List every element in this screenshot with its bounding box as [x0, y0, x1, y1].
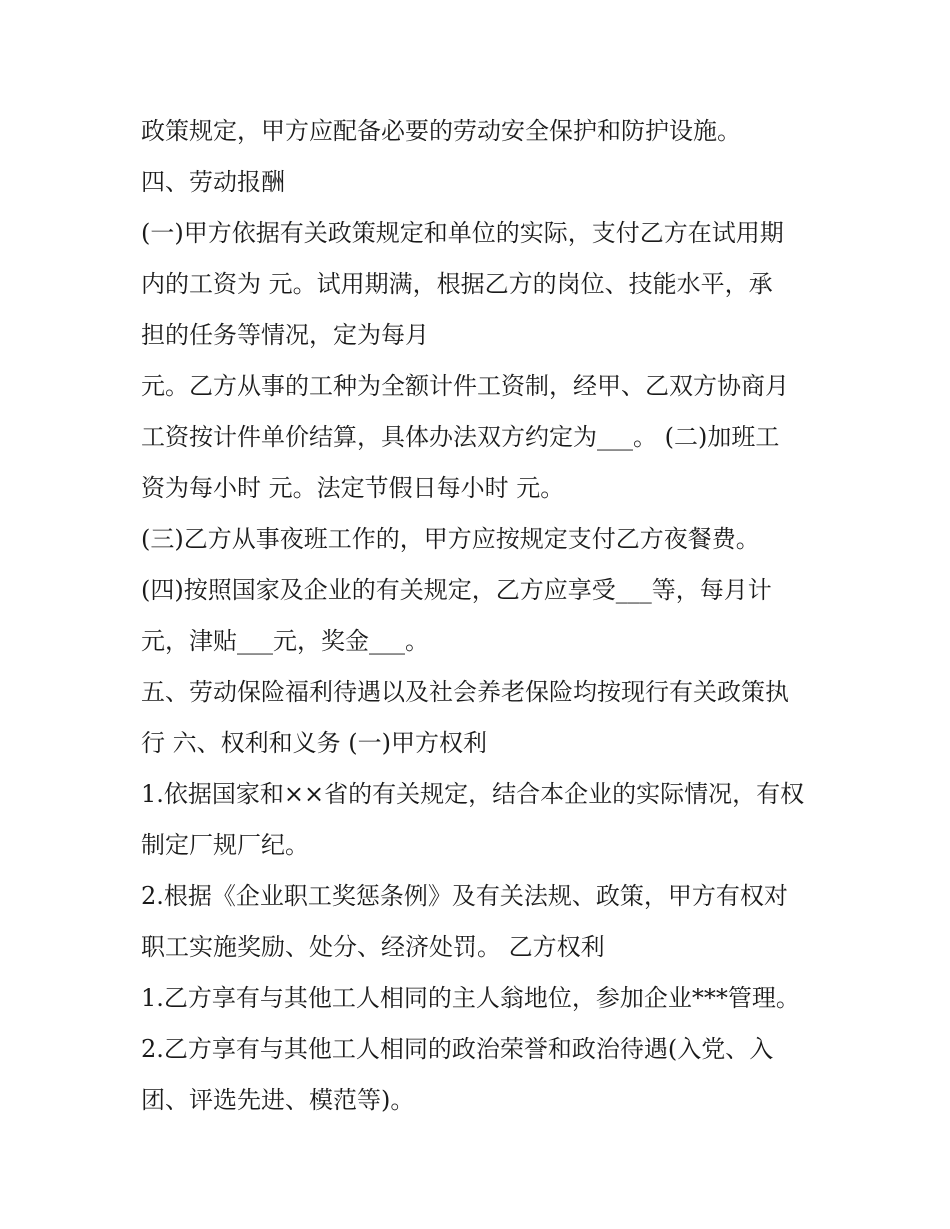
- text-line: (一)甲方依据有关政策规定和单位的实际，支付乙方在试用期: [141, 219, 784, 247]
- text-line: 职工实施奖励、处分、经济处罚。 乙方权利: [141, 933, 605, 961]
- text-line: 资为每小时 元。法定节假日每小时 元。: [141, 474, 565, 502]
- text-line: (三)乙方从事夜班工作的，甲方应按规定支付乙方夜餐费。: [141, 525, 760, 553]
- text-line: 工资按计件单价结算，具体办法双方约定为___。 (二)加班工: [141, 423, 780, 451]
- text-line: (四)按照国家及企业的有关规定，乙方应享受___等，每月计: [141, 576, 772, 604]
- text-line: 行 六、权利和义务 (一)甲方权利: [141, 729, 487, 757]
- text-line: 2.根据《企业职工奖惩条例》及有关法规、政策，甲方有权对: [141, 882, 788, 910]
- text-line: 担的任务等情况，定为每月: [141, 321, 429, 349]
- document-body: [141, 106, 831, 1126]
- text-line: 政策规定，甲方应配备必要的劳动安全保护和防护设施。: [141, 117, 741, 145]
- text-line: 元。乙方从事的工种为全额计件工资制，经甲、乙双方协商月: [141, 372, 789, 400]
- text-line: 2.乙方享有与其他工人相同的政治荣誉和政治待遇(入党、入: [141, 1035, 774, 1063]
- text-line: 1.依据国家和××省的有关规定，结合本企业的实际情况，有权: [141, 780, 805, 808]
- text-line: 元，津贴___元，奖金___。: [141, 627, 429, 655]
- section-heading: 四、劳动报酬: [141, 168, 285, 196]
- text-line: 团、评选先进、模范等)。: [141, 1086, 415, 1114]
- text-line: 1.乙方享有与其他工人相同的主人翁地位，参加企业***管理。: [141, 984, 800, 1012]
- text-line: 内的工资为 元。试用期满，根据乙方的岗位、技能水平，承: [141, 270, 773, 298]
- text-line: 制定厂规厂纪。: [141, 831, 309, 859]
- text-line: 五、劳动保险福利待遇以及社会养老保险均按现行有关政策执: [141, 678, 789, 706]
